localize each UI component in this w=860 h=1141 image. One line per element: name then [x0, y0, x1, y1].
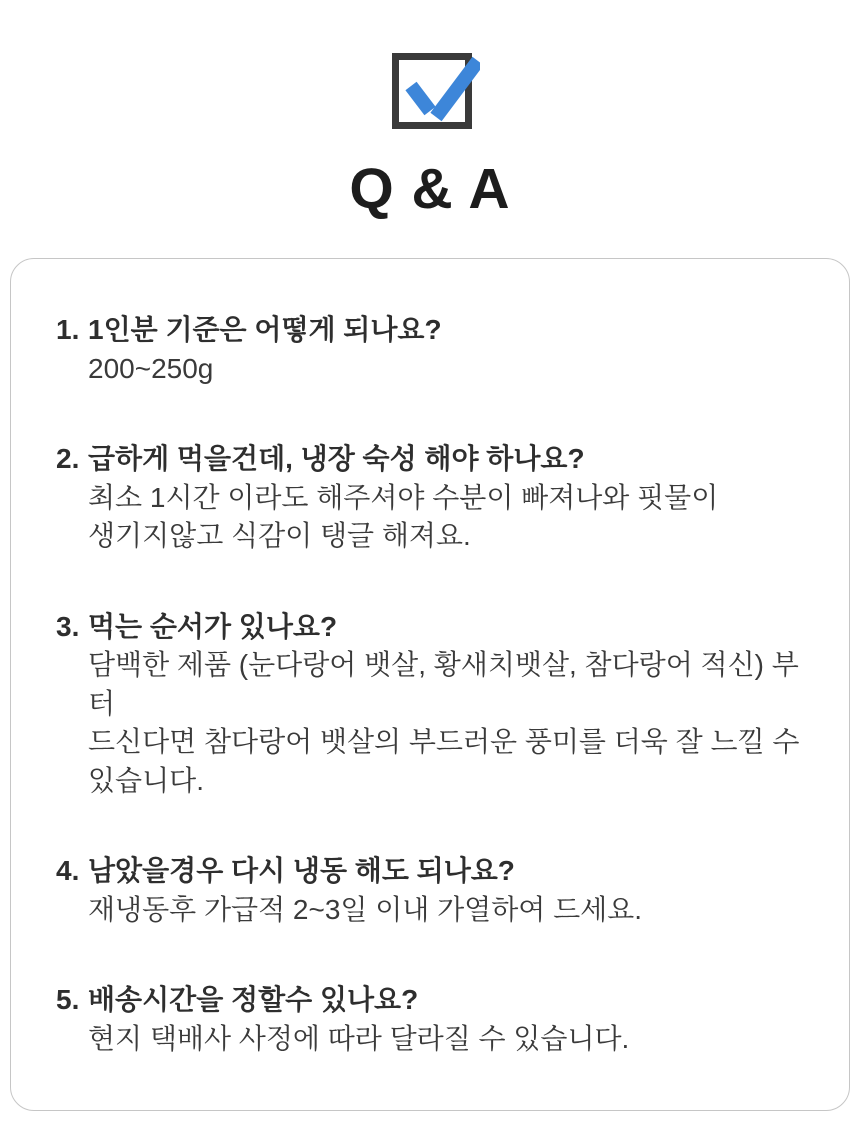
qa-item-body — [88, 852, 811, 929]
qa-answer-line: 드신다면 참다랑어 뱃살의 부드러운 풍미를 더욱 잘 느낄 수 — [88, 726, 800, 757]
page-title: Q & A — [349, 157, 511, 221]
qa-item-body — [88, 981, 811, 1058]
qa-item-body — [88, 311, 811, 388]
qa-answer-line: 최소 1시간 이라도 해주셔야 수분이 빠져나와 핏물이 — [88, 481, 719, 513]
qa-question: 남았을경우 다시 냉동 해도 되나요? — [88, 855, 515, 886]
qa-number: 1. — [56, 314, 80, 345]
qa-answer-line: 있습니다. — [88, 764, 204, 796]
qa-number: 4. — [56, 855, 80, 886]
qa-answer-line: 재냉동후 가급적 2~3일 이내 가열하여 드세요. — [88, 893, 642, 925]
qa-answer-line: 현지 택배사 사정에 따라 달라질 수 있습니다. — [88, 1022, 630, 1054]
qa-item-1 — [56, 311, 811, 388]
qa-number: 2. — [56, 443, 80, 474]
qa-number: 3. — [56, 610, 80, 642]
qa-answer-line: 생기지않고 식감이 탱글 해져요. — [88, 520, 471, 551]
qa-item-2 — [56, 440, 811, 556]
qa-answer-line: 200~250g — [88, 352, 214, 384]
qa-item-body — [88, 440, 811, 556]
qa-question: 급하게 먹을건데, 냉장 숙성 해야 하나요? — [88, 443, 585, 474]
qa-box — [10, 258, 850, 1111]
qa-header — [0, 0, 860, 220]
qa-item-4 — [56, 852, 811, 929]
qa-answer-line: 담백한 제품 (눈다랑어 뱃살, 황새치뱃살, 참다랑어 적신) 부터 — [88, 649, 799, 719]
qa-question: 먹는 순서가 있나요? — [88, 610, 338, 642]
qa-number: 5. — [56, 984, 80, 1015]
qa-question: 1인분 기준은 어떻게 되나요? — [88, 314, 442, 345]
qa-item-5 — [56, 981, 811, 1058]
checkbox-check-icon — [380, 50, 480, 134]
qa-item-3 — [56, 608, 811, 801]
qa-item-body — [88, 608, 811, 801]
qa-question: 배송시간을 정할수 있나요? — [88, 984, 419, 1015]
